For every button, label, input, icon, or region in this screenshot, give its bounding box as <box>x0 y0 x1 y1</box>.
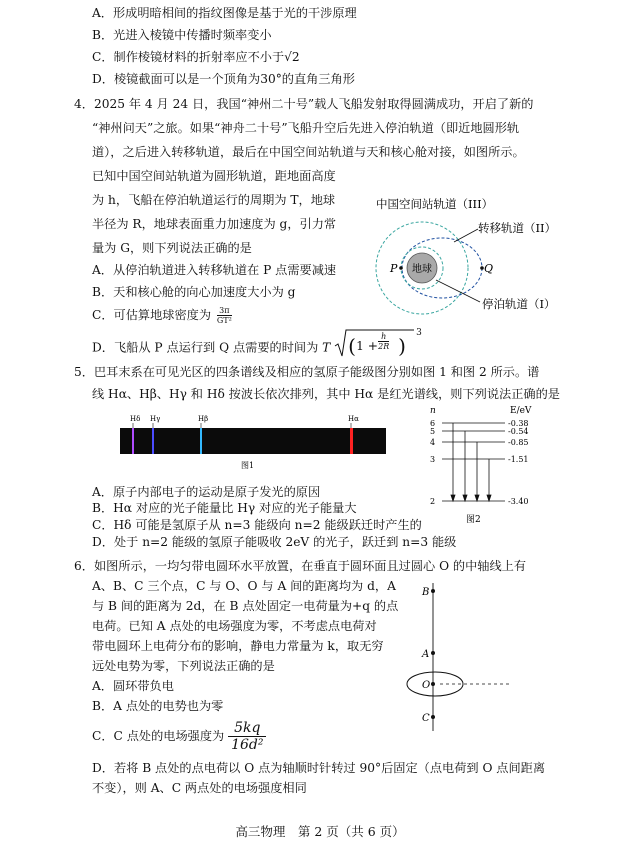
q6-option-c <box>92 716 266 756</box>
ring-charge-diagram <box>400 575 520 755</box>
c-label: C <box>422 713 430 724</box>
level-5-n: 5 <box>430 427 436 436</box>
q4-option-a: A．从停泊轨道进入转移轨道在 P 点需要减速 <box>92 263 337 277</box>
q4-density-fraction <box>217 306 232 325</box>
q4-stem-line1: 4．2025 年 4 月 24 日，我国“神州二十号”载人飞船发射取得圆满成功，开启了新的 <box>74 97 534 111</box>
o-label: O <box>422 680 431 691</box>
q4-one-plus: 1 + <box>356 339 379 353</box>
level-2-n: 2 <box>430 497 436 506</box>
q6-option-b: B．A 点处的电势也为零 <box>92 699 224 713</box>
level-3-n: 3 <box>430 455 436 464</box>
q4-stem-line5: 为 h，飞船在停泊轨道运行的周期为 T，地球 <box>92 193 336 207</box>
q4-stem-line7: 量为 G，则下列说法正确的是 <box>92 241 252 255</box>
q4-h: h <box>378 332 389 342</box>
level-2-energy: -3.40 <box>508 497 529 506</box>
q5-option-a: A．原子内部电子的运动是原子发光的原因 <box>92 485 321 499</box>
q4-density-denominator: GT² <box>216 316 232 325</box>
point-a <box>431 651 435 655</box>
p-label: P <box>390 262 398 275</box>
q6-option-a: A．圆环带负电 <box>92 679 174 693</box>
q4-stem-line6: 半径为 R，地球表面重力加速度为 g，引力常 <box>92 217 337 231</box>
q4-stem-line4: 已知中国空间站轨道为圆形轨道，距地面高度 <box>92 169 336 183</box>
page-footer: 高三物理 第 2 页（共 6 页） <box>235 824 405 839</box>
q5-option-b: B．Hα 对应的光子能量比 Hγ 对应的光子能量大 <box>92 501 357 515</box>
earth-label: 地球 <box>412 264 432 275</box>
q5-option-c: C．Hδ 可能是氢原子从 n=3 能级向 n=2 能级跃迁时产生的 <box>92 518 422 532</box>
q6-stem-line2: A、B、C 三个点，C 与 O、O 与 A 间的距离均为 d，A <box>92 579 396 593</box>
q4-h-over-2r <box>378 332 389 351</box>
level-4-n: 4 <box>430 438 436 447</box>
figure2-caption: 图2 <box>466 515 481 525</box>
h-alpha-label: Hα <box>348 415 359 423</box>
energy-axis-label: E/eV <box>510 406 532 416</box>
q5-stem-line2: 线 Hα、Hβ、Hγ 和 Hδ 按波长依次排列，其中 Hα 是红光谱线，则下列说法正确的是 <box>92 387 560 401</box>
transfer-pointer <box>454 229 478 242</box>
q6-option-c-text: C．C 点处的电场强度为 <box>92 729 225 743</box>
q4-exponent: 3 <box>416 328 422 338</box>
spectrum-figure <box>120 408 386 472</box>
q3-option-a: A．形成明暗相间的指纹图像是基于光的干涉原理 <box>92 6 357 20</box>
q4-option-b: B．天和核心舱的向心加速度大小为 g <box>92 285 296 299</box>
q5-stem-line1: 5．巴耳末系在可见光区的四条谱线及相应的氢原子能级图分别如图 1 和图 2 所示。谱 <box>74 365 540 379</box>
h-delta-label: Hδ <box>130 415 141 423</box>
q4-stem-line2: “神州问天”之旅。如果“神舟二十号”飞船升空后先进入停泊轨道（即近地圆形轨 <box>92 121 520 135</box>
h-delta-line <box>132 428 134 454</box>
h-gamma-label: Hγ <box>150 415 161 423</box>
q6-field-denominator: 16d² <box>231 737 264 753</box>
level-6-energy: -0.38 <box>508 419 529 428</box>
q6-stem-line6: 远处电势为零，下列说法正确的是 <box>92 659 275 673</box>
transfer-orbit-label: 转移轨道（II） <box>478 221 557 235</box>
q4-option-c-text: C．可估算地球密度为 <box>92 308 212 322</box>
q6-option-d-line1: D．若将 B 点处的点电荷以 O 点为轴顺时针转过 90°后固定（点电荷到 O 点间距离 <box>92 761 546 775</box>
level-4-energy: -0.85 <box>508 438 529 447</box>
h-gamma-line <box>152 428 154 454</box>
q3-option-c: C．制作棱镜材料的折射率应不小于√2 <box>92 50 300 64</box>
point-c <box>431 715 435 719</box>
q4-option-d-text: D．飞船从 P 点运行到 Q 点需要的时间为 <box>92 340 319 355</box>
transition-arrows <box>451 423 491 501</box>
level-5-energy: -0.54 <box>508 427 529 436</box>
orbit-diagram <box>370 192 570 332</box>
q4-option-d <box>92 328 426 362</box>
q6-stem-line3: 与 B 间的距离为 2d，在 B 点处固定一电荷量为+q 的点 <box>92 599 399 613</box>
energy-level-diagram <box>420 400 560 528</box>
center-o <box>431 682 435 686</box>
h-beta-line <box>200 428 202 454</box>
q4-stem-line3: 道），之后进入转移轨道，最后在中国空间站轨道与天和核心舱对接，如图所示。 <box>92 145 525 159</box>
q3-option-b: B．光进入棱镜中传播时频率变小 <box>92 28 272 42</box>
q5-option-d: D．处于 n=2 能级的氢原子能吸收 2eV 的光子，跃迁到 n=3 能级 <box>92 535 457 549</box>
point-p <box>399 266 403 270</box>
n-axis-label: n <box>430 406 436 416</box>
q4-period-symbol: T <box>322 340 331 355</box>
q4-time-expression: ( 1 + h 2R ) 3 <box>334 334 426 362</box>
station-orbit-label: 中国空间站轨道（III） <box>376 197 494 211</box>
q4-2r: 2R <box>378 342 390 351</box>
parking-pointer <box>436 280 480 302</box>
h-alpha-line <box>350 428 353 454</box>
spectrum-band <box>120 428 386 454</box>
parking-orbit-label: 停泊轨道（I） <box>482 297 556 311</box>
q4-density-numerator: 3π <box>217 306 232 316</box>
figure1-caption: 图1 <box>241 461 255 470</box>
q6-option-d-line2: 不变），则 A、C 两点处的电场强度相同 <box>92 781 307 795</box>
q6-field-numerator: 5kq <box>228 720 266 737</box>
level-6-n: 6 <box>430 419 436 428</box>
a-label: A <box>422 649 430 660</box>
q6-stem-line5: 带电圆环上电荷分布的影响，静电力常量为 k，取无穷 <box>92 639 384 653</box>
h-beta-label: Hβ <box>198 415 209 423</box>
b-label: B <box>422 587 430 598</box>
q-label: Q <box>484 262 494 275</box>
point-b <box>431 589 435 593</box>
q3-option-d: D．棱镜截面可以是一个顶角为30°的直角三角形 <box>92 72 355 86</box>
q4-option-c <box>92 306 232 325</box>
q6-stem-line1: 6．如图所示，一均匀带电圆环水平放置，在垂直于圆环面且过圆心 O 的中轴线上有 <box>74 559 527 573</box>
q6-stem-line4: 电荷。已知 A 点处的电场强度为零，不考虑点电荷对 <box>92 619 377 633</box>
level-3-energy: -1.51 <box>508 455 529 464</box>
q6-field-fraction <box>228 720 266 753</box>
